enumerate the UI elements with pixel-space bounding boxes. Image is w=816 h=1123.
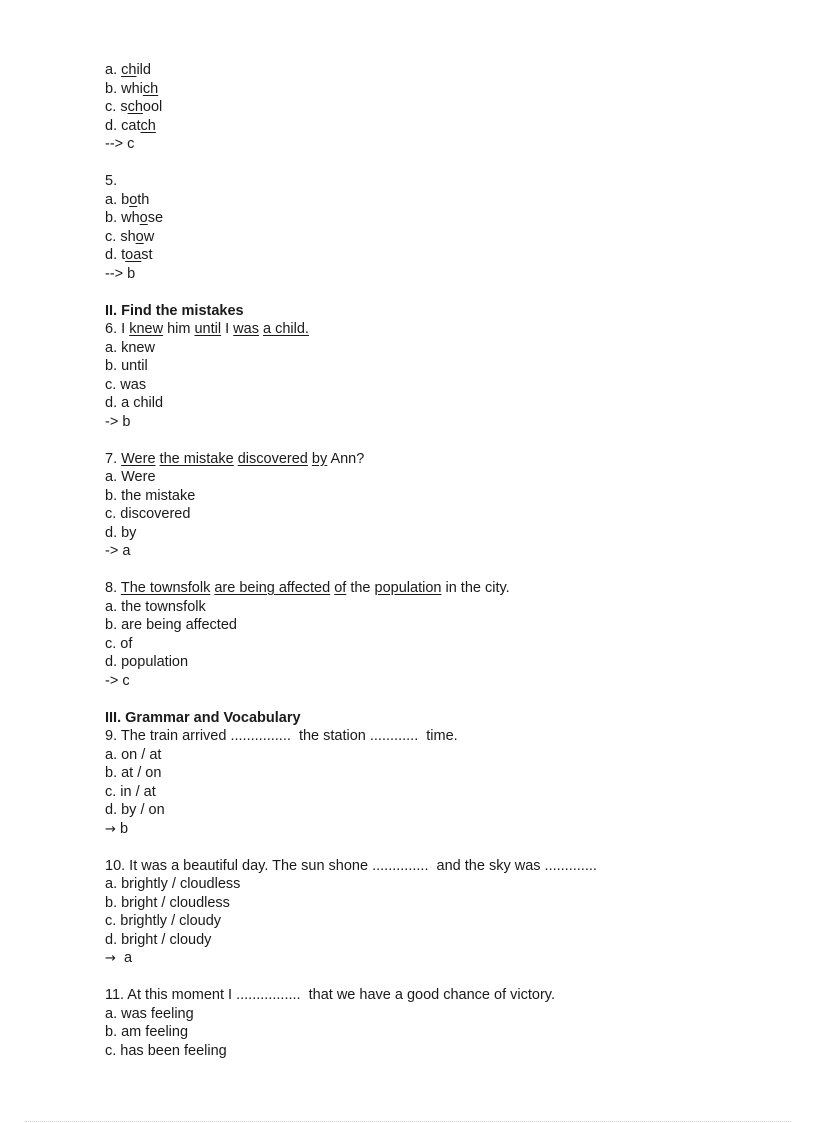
q7-option-a: a. Were	[105, 469, 156, 485]
section-3-heading: III. Grammar and Vocabulary	[105, 709, 301, 726]
q10-option-d: d. bright / cloudy	[105, 931, 212, 948]
page-bottom-divider	[25, 1121, 791, 1122]
q4-option-a: a. child	[105, 62, 151, 78]
q9-answer: → b	[105, 820, 129, 837]
q9-option-b: b. at / on	[105, 765, 162, 781]
arrow-right-icon: →	[105, 821, 116, 837]
q6-option-b: b. until	[105, 358, 148, 374]
q5-option-b: b. whose	[105, 210, 164, 226]
q8-option-a: a. the townsfolk	[105, 598, 206, 615]
arrow-right-icon: →	[105, 951, 116, 966]
q9-option-a: a. on / at	[105, 746, 162, 763]
q5-option-d: d. toast	[105, 247, 153, 263]
q6-sentence: 6. I knew him until I was a child.	[105, 321, 309, 337]
q9-option-d: d. by / on	[105, 802, 165, 818]
q7-option-d: d. by	[105, 524, 137, 541]
q5-option-a: a. both	[105, 191, 150, 208]
q5-answer: --> b	[105, 265, 136, 282]
q7-answer: -> a	[105, 543, 131, 559]
q9-question: 9. The train arrived ............... the station ............ time.	[105, 728, 458, 744]
q7-option-b: b. the mistake	[105, 487, 196, 504]
q7-sentence: 7. Were the mistake discovered by Ann?	[105, 450, 365, 467]
q6-option-a: a. knew	[105, 339, 155, 356]
q8-option-d: d. population	[105, 654, 189, 670]
section-2-heading: II. Find the mistakes	[105, 302, 244, 319]
q11-option-c: c. has been feeling	[105, 1042, 227, 1059]
q8-answer: -> c	[105, 672, 130, 689]
q10-answer: → a	[105, 950, 133, 966]
q11-option-b: b. am feeling	[105, 1024, 189, 1040]
q10-question: 10. It was a beautiful day. The sun shone .............. and the sky was .............	[105, 857, 597, 874]
q5-number: 5.	[105, 173, 118, 189]
q11-option-a: a. was feeling	[105, 1005, 194, 1022]
q8-option-c: c. of	[105, 635, 133, 652]
q4-option-c: c. school	[105, 99, 163, 115]
q6-option-c: c. was	[105, 376, 147, 393]
q6-answer: -> b	[105, 413, 131, 430]
q8-sentence: 8. The townsfolk are being affected of the population in the city.	[105, 580, 510, 596]
q11-question: 11. At this moment I ................ that we have a good chance of victory.	[105, 987, 555, 1003]
q4-option-d: d. catch	[105, 117, 156, 134]
q8-option-b: b. are being affected	[105, 617, 237, 633]
q9-option-c: c. in / at	[105, 783, 156, 800]
q10-option-b: b. bright / cloudless	[105, 894, 230, 911]
worksheet-page	[105, 61, 785, 1060]
q7-option-c: c. discovered	[105, 506, 191, 522]
q6-option-d: d. a child	[105, 395, 164, 411]
q4-answer: --> c	[105, 136, 135, 152]
q10-option-a: a. brightly / cloudless	[105, 876, 241, 892]
q4-option-b: b. which	[105, 80, 159, 97]
q5-option-c: c. show	[105, 228, 155, 245]
q10-option-c: c. brightly / cloudy	[105, 913, 222, 929]
